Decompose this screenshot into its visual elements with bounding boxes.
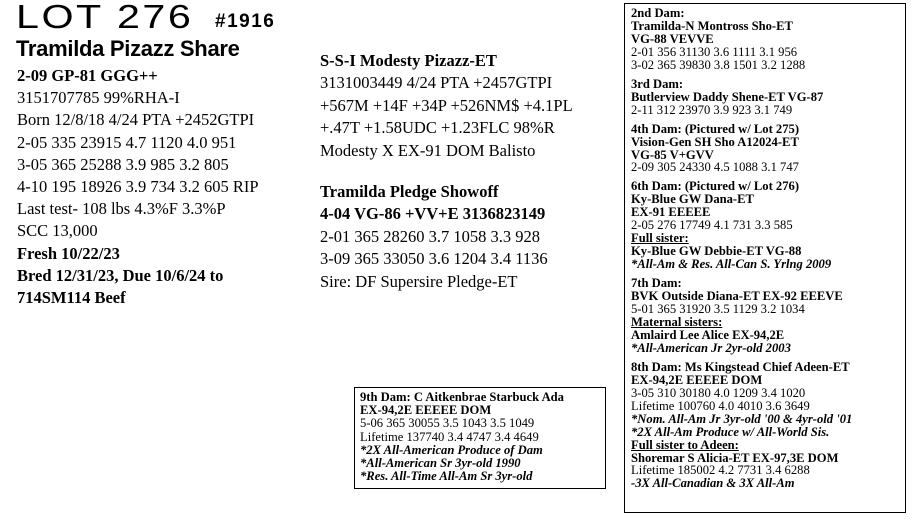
- pedigree-line: EX-91 EEEEE: [631, 205, 711, 220]
- sire-detail-line: Modesty X EX-91 DOM Balisto: [320, 140, 536, 160]
- pedigree-line: Butlerview Daddy Shene-ET VG-87: [631, 89, 824, 104]
- pedigree-line: 2nd Dam:: [631, 6, 685, 20]
- pedigree-group: [631, 180, 905, 271]
- pedigree-line: 3rd Dam:: [631, 76, 684, 91]
- pedigree-line: 7th Dam:: [631, 276, 682, 291]
- pedigree-line: Shoremar S Alicia-ET EX-97,3E DOM: [631, 450, 839, 465]
- pedigree-line: 3-05 310 30180 4.0 1209 3.4 1020: [631, 385, 806, 400]
- sire-detail-line: 3131003449 4/24 PTA +2457GTPI: [320, 73, 553, 93]
- pedigree-line: VG-85 V+GVV: [631, 147, 714, 162]
- ninth-dam-line: EX-94,2E EEEEE DOM: [360, 403, 492, 418]
- dam-details: [320, 226, 548, 293]
- pedigree-line: *All-Am & Res. All-Can S. Yrlng 2009: [631, 257, 832, 272]
- ninth-dam-line: *2X All-American Produce of Dam: [360, 442, 543, 457]
- pedigree-line: 6th Dam: (Pictured w/ Lot 276): [631, 179, 800, 194]
- catalog-number: #1916: [215, 11, 276, 32]
- pedigree-line: Amlaird Lee Alice EX-94,2E: [631, 327, 785, 342]
- ninth-dam-line: *All-American Sr 3yr-old 1990: [360, 456, 521, 471]
- pedigree-line: 8th Dam: Ms Kingstead Chief Adeen-ET: [631, 359, 850, 374]
- dam-block: [320, 181, 548, 293]
- pedigree-line: BVK Outside Diana-ET EX-92 EEEVE: [631, 289, 843, 304]
- cow-details: [17, 65, 259, 309]
- pedigree-line: 2-11 312 23970 3.9 923 3.1 749: [631, 102, 793, 117]
- ninth-dam-line: Lifetime 137740 3.4 4747 3.4 4649: [360, 429, 539, 444]
- pedigree-line: Full sister to Adeen:: [631, 437, 739, 452]
- pedigree-line: *2X All-Am Produce w/ All-World Sis.: [631, 424, 830, 439]
- pedigree-line: VG-88 VEVVE: [631, 31, 714, 46]
- pedigree-group: [631, 361, 905, 491]
- pedigree-line: Vision-Gen SH Sho A12024-ET: [631, 134, 799, 149]
- dam-classification: 4-04 VG-86 +VV+E 3136823149: [320, 204, 546, 224]
- pedigree-line: Full sister:: [631, 231, 689, 246]
- lot-title: LOT 276: [16, 0, 194, 35]
- dam-detail-line: 3-09 365 33050 3.6 1204 3.4 1136: [320, 249, 548, 269]
- pedigree-line: EX-94,2E EEEEE DOM: [631, 372, 763, 387]
- pedigree-line: 4th Dam: (Pictured w/ Lot 275): [631, 121, 800, 136]
- sire-name: S-S-I Modesty Pizazz-ET: [320, 51, 497, 70]
- cow-detail-line: Fresh 10/22/23: [17, 243, 120, 263]
- pedigree-box: [624, 3, 906, 513]
- pedigree-line: *All-American Jr 2yr-old 2003: [631, 340, 791, 355]
- sire-detail-line: +567M +14F +34P +526NM$ +4.1PL: [320, 95, 573, 115]
- pedigree-line: Lifetime 185002 4.2 7731 3.4 6288: [631, 463, 810, 478]
- sire-details: [320, 72, 573, 162]
- pedigree-line: Ky-Blue GW Debbie-ET VG-88: [631, 244, 802, 259]
- pedigree-group: [631, 277, 905, 355]
- pedigree-line: *Nom. All-Am Jr 3yr-old '00 & 4yr-old '01: [631, 411, 853, 426]
- cow-detail-line: Last test- 108 lbs 4.3%F 3.3%P: [17, 199, 226, 219]
- cow-detail-line: 4-10 195 18926 3.9 734 3.2 605 RIP: [17, 177, 259, 197]
- cow-detail-line: SCC 13,000: [17, 221, 98, 241]
- pedigree-group: [631, 123, 905, 175]
- cow-detail-line: Bred 12/31/23, Due 10/6/24 to: [17, 265, 224, 285]
- dam-detail-line: Sire: DF Supersire Pledge-ET: [320, 271, 518, 291]
- pedigree-line: Tramilda-N Montross Sho-ET: [631, 18, 793, 33]
- cow-name: Tramilda Pizazz Share: [16, 36, 240, 61]
- pedigree-line: 2-09 305 24330 4.5 1088 3.1 747: [631, 160, 799, 175]
- pedigree-group: [631, 7, 905, 72]
- pedigree-line: Ky-Blue GW Dana-ET: [631, 192, 754, 207]
- cow-detail-line: Born 12/8/18 4/24 PTA +2452GTPI: [17, 110, 255, 130]
- pedigree-line: 5-01 365 31920 3.5 1129 3.2 1034: [631, 302, 805, 317]
- dam-name: Tramilda Pledge Showoff: [320, 182, 499, 201]
- cow-detail-line: 2-09 GP-81 GGG++: [17, 66, 158, 85]
- cow-detail-line: 3151707785 99%RHA-I: [17, 88, 180, 108]
- sire-block: [320, 50, 573, 162]
- pedigree-line: 2-01 356 31130 3.6 1111 3.1 956: [631, 44, 798, 59]
- ninth-dam-box: [354, 387, 606, 489]
- pedigree-group: [631, 78, 905, 117]
- ninth-dam-line: 9th Dam: C Aitkenbrae Starbuck Ada: [360, 390, 564, 404]
- cow-detail-line: 3-05 365 25288 3.9 985 3.2 805: [17, 154, 229, 174]
- ninth-dam-line: *Res. All-Time All-Am Sr 3yr-old: [360, 469, 533, 484]
- pedigree-line: 2-05 276 17749 4.1 731 3.3 585: [631, 218, 793, 233]
- cow-detail-line: 2-05 335 23915 4.7 1120 4.0 951: [17, 132, 237, 152]
- sire-detail-line: +.47T +1.58UDC +1.23FLC 98%R: [320, 118, 555, 138]
- pedigree-line: 3-02 365 39830 3.8 1501 3.2 1288: [631, 57, 806, 72]
- ninth-dam-line: 5-06 365 30055 3.5 1043 3.5 1049: [360, 416, 535, 431]
- dam-detail-line: 2-01 365 28260 3.7 1058 3.3 928: [320, 226, 540, 246]
- pedigree-line: -3X All-Canadian & 3X All-Am: [631, 476, 795, 491]
- pedigree-line: Maternal sisters:: [631, 314, 723, 329]
- pedigree-line: Lifetime 100760 4.0 4010 3.6 3649: [631, 398, 810, 413]
- cow-detail-line: 714SM114 Beef: [17, 288, 126, 308]
